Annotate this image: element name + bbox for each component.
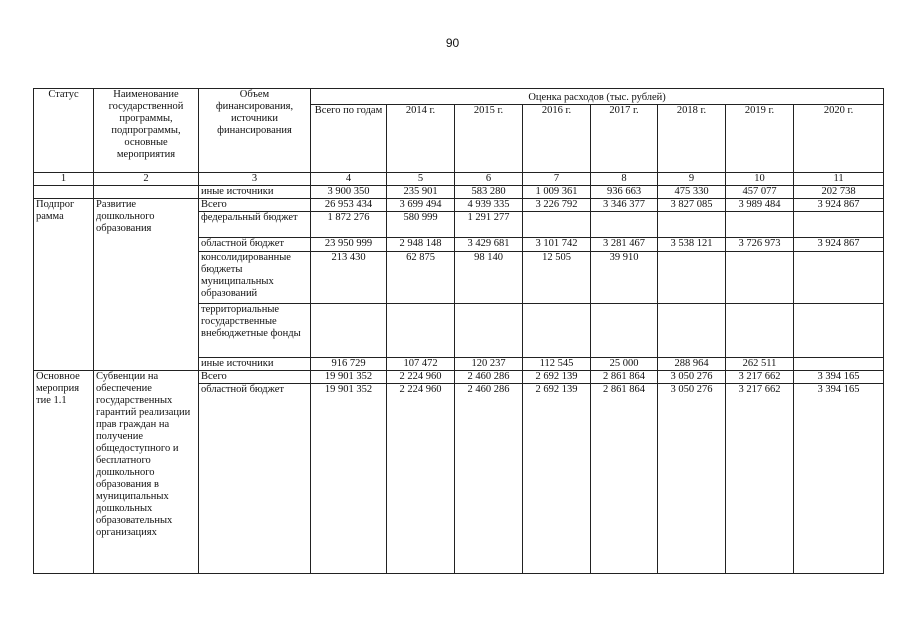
value-cell: [794, 358, 884, 371]
column-number: 7: [523, 173, 591, 186]
value-cell: 19 901 352: [311, 384, 387, 574]
table-row: [34, 186, 884, 199]
value-cell: 3 217 662: [726, 371, 794, 384]
header-year: 2020 г.: [794, 105, 884, 173]
status-cell: [34, 186, 94, 199]
value-cell: [311, 304, 387, 358]
value-cell: 3 394 165: [794, 384, 884, 574]
value-cell: [726, 252, 794, 304]
header-year: 2014 г.: [387, 105, 455, 173]
value-cell: 457 077: [726, 186, 794, 199]
value-cell: 2 861 864: [591, 384, 658, 574]
value-cell: 3 281 467: [591, 238, 658, 252]
column-number: 5: [387, 173, 455, 186]
name-cell: Субвенции на обеспечение государственных гарантий реализации прав граждан на получение общедоступного и бесплатного дошкольного образования в муниципальных дошкольных образовательных организациях: [94, 371, 199, 574]
header-status: Статус: [34, 89, 94, 173]
value-cell: 2 948 148: [387, 238, 455, 252]
value-cell: 2 460 286: [455, 384, 523, 574]
value-cell: 580 999: [387, 212, 455, 238]
value-cell: 25 000: [591, 358, 658, 371]
value-cell: [794, 252, 884, 304]
value-cell: 3 101 742: [523, 238, 591, 252]
value-cell: 2 692 139: [523, 384, 591, 574]
value-cell: 3 827 085: [658, 199, 726, 212]
value-cell: [658, 252, 726, 304]
column-number: 2: [94, 173, 199, 186]
header-year: 2015 г.: [455, 105, 523, 173]
value-cell: 916 729: [311, 358, 387, 371]
value-cell: [726, 212, 794, 238]
source-cell: консолидированные бюджеты муниципальных образований: [199, 252, 311, 304]
value-cell: 107 472: [387, 358, 455, 371]
value-cell: [387, 304, 455, 358]
header-total: Всего по годам: [311, 105, 387, 173]
column-number: 4: [311, 173, 387, 186]
source-cell: иные источники: [199, 358, 311, 371]
value-cell: 202 738: [794, 186, 884, 199]
status-cell: Подпрог рамма: [34, 199, 94, 371]
value-cell: [455, 304, 523, 358]
value-cell: [794, 304, 884, 358]
value-cell: 1 291 277: [455, 212, 523, 238]
value-cell: [591, 304, 658, 358]
value-cell: 1 872 276: [311, 212, 387, 238]
value-cell: 26 953 434: [311, 199, 387, 212]
value-cell: 3 924 867: [794, 199, 884, 212]
header-volume: Объем финансирования, источники финансирования: [199, 89, 311, 173]
table-row: [34, 199, 884, 212]
source-cell: Всего: [199, 199, 311, 212]
value-cell: [591, 212, 658, 238]
status-cell: Основное мероприя тие 1.1: [34, 371, 94, 574]
budget-table: [33, 88, 884, 574]
column-number: 1: [34, 173, 94, 186]
source-cell: иные источники: [199, 186, 311, 199]
page-number: 90: [445, 36, 460, 50]
value-cell: 98 140: [455, 252, 523, 304]
value-cell: 3 699 494: [387, 199, 455, 212]
column-number: 10: [726, 173, 794, 186]
value-cell: 2 224 960: [387, 371, 455, 384]
name-cell: [94, 186, 199, 199]
value-cell: 3 429 681: [455, 238, 523, 252]
source-cell: областной бюджет: [199, 384, 311, 574]
column-number: 8: [591, 173, 658, 186]
header-year: 2017 г.: [591, 105, 658, 173]
value-cell: 3 924 867: [794, 238, 884, 252]
value-cell: [726, 304, 794, 358]
header-row-1: [34, 89, 884, 105]
value-cell: 3 989 484: [726, 199, 794, 212]
value-cell: 39 910: [591, 252, 658, 304]
value-cell: 3 538 121: [658, 238, 726, 252]
value-cell: 213 430: [311, 252, 387, 304]
source-cell: территориальные государственные внебюджетные фонды: [199, 304, 311, 358]
value-cell: 288 964: [658, 358, 726, 371]
value-cell: 120 237: [455, 358, 523, 371]
value-cell: 235 901: [387, 186, 455, 199]
value-cell: 3 217 662: [726, 384, 794, 574]
value-cell: 936 663: [591, 186, 658, 199]
header-year: 2019 г.: [726, 105, 794, 173]
column-number: 3: [199, 173, 311, 186]
value-cell: [523, 304, 591, 358]
value-cell: 3 726 973: [726, 238, 794, 252]
value-cell: 112 545: [523, 358, 591, 371]
column-number: 9: [658, 173, 726, 186]
value-cell: 1 009 361: [523, 186, 591, 199]
header-year: 2018 г.: [658, 105, 726, 173]
value-cell: 3 900 350: [311, 186, 387, 199]
value-cell: [658, 304, 726, 358]
table-row: [34, 371, 884, 384]
value-cell: 3 050 276: [658, 384, 726, 574]
source-cell: федеральный бюджет: [199, 212, 311, 238]
column-number: 11: [794, 173, 884, 186]
value-cell: 3 346 377: [591, 199, 658, 212]
name-cell: Развитие дошкольного образования: [94, 199, 199, 371]
value-cell: 2 861 864: [591, 371, 658, 384]
source-cell: областной бюджет: [199, 238, 311, 252]
column-number: 6: [455, 173, 523, 186]
value-cell: 19 901 352: [311, 371, 387, 384]
header-year: 2016 г.: [523, 105, 591, 173]
value-cell: [523, 212, 591, 238]
value-cell: 262 511: [726, 358, 794, 371]
header-name: Наименование государственной программы, подпрограммы, основные мероприятия: [94, 89, 199, 173]
value-cell: 62 875: [387, 252, 455, 304]
value-cell: 3 394 165: [794, 371, 884, 384]
value-cell: 3 050 276: [658, 371, 726, 384]
value-cell: 4 939 335: [455, 199, 523, 212]
value-cell: [658, 212, 726, 238]
column-number-row: [34, 173, 884, 186]
value-cell: 475 330: [658, 186, 726, 199]
value-cell: 2 224 960: [387, 384, 455, 574]
source-cell: Всего: [199, 371, 311, 384]
value-cell: 583 280: [455, 186, 523, 199]
header-estimate: Оценка расходов (тыс. рублей): [311, 89, 884, 105]
value-cell: 12 505: [523, 252, 591, 304]
value-cell: 23 950 999: [311, 238, 387, 252]
value-cell: 2 692 139: [523, 371, 591, 384]
value-cell: 2 460 286: [455, 371, 523, 384]
value-cell: [794, 212, 884, 238]
value-cell: 3 226 792: [523, 199, 591, 212]
